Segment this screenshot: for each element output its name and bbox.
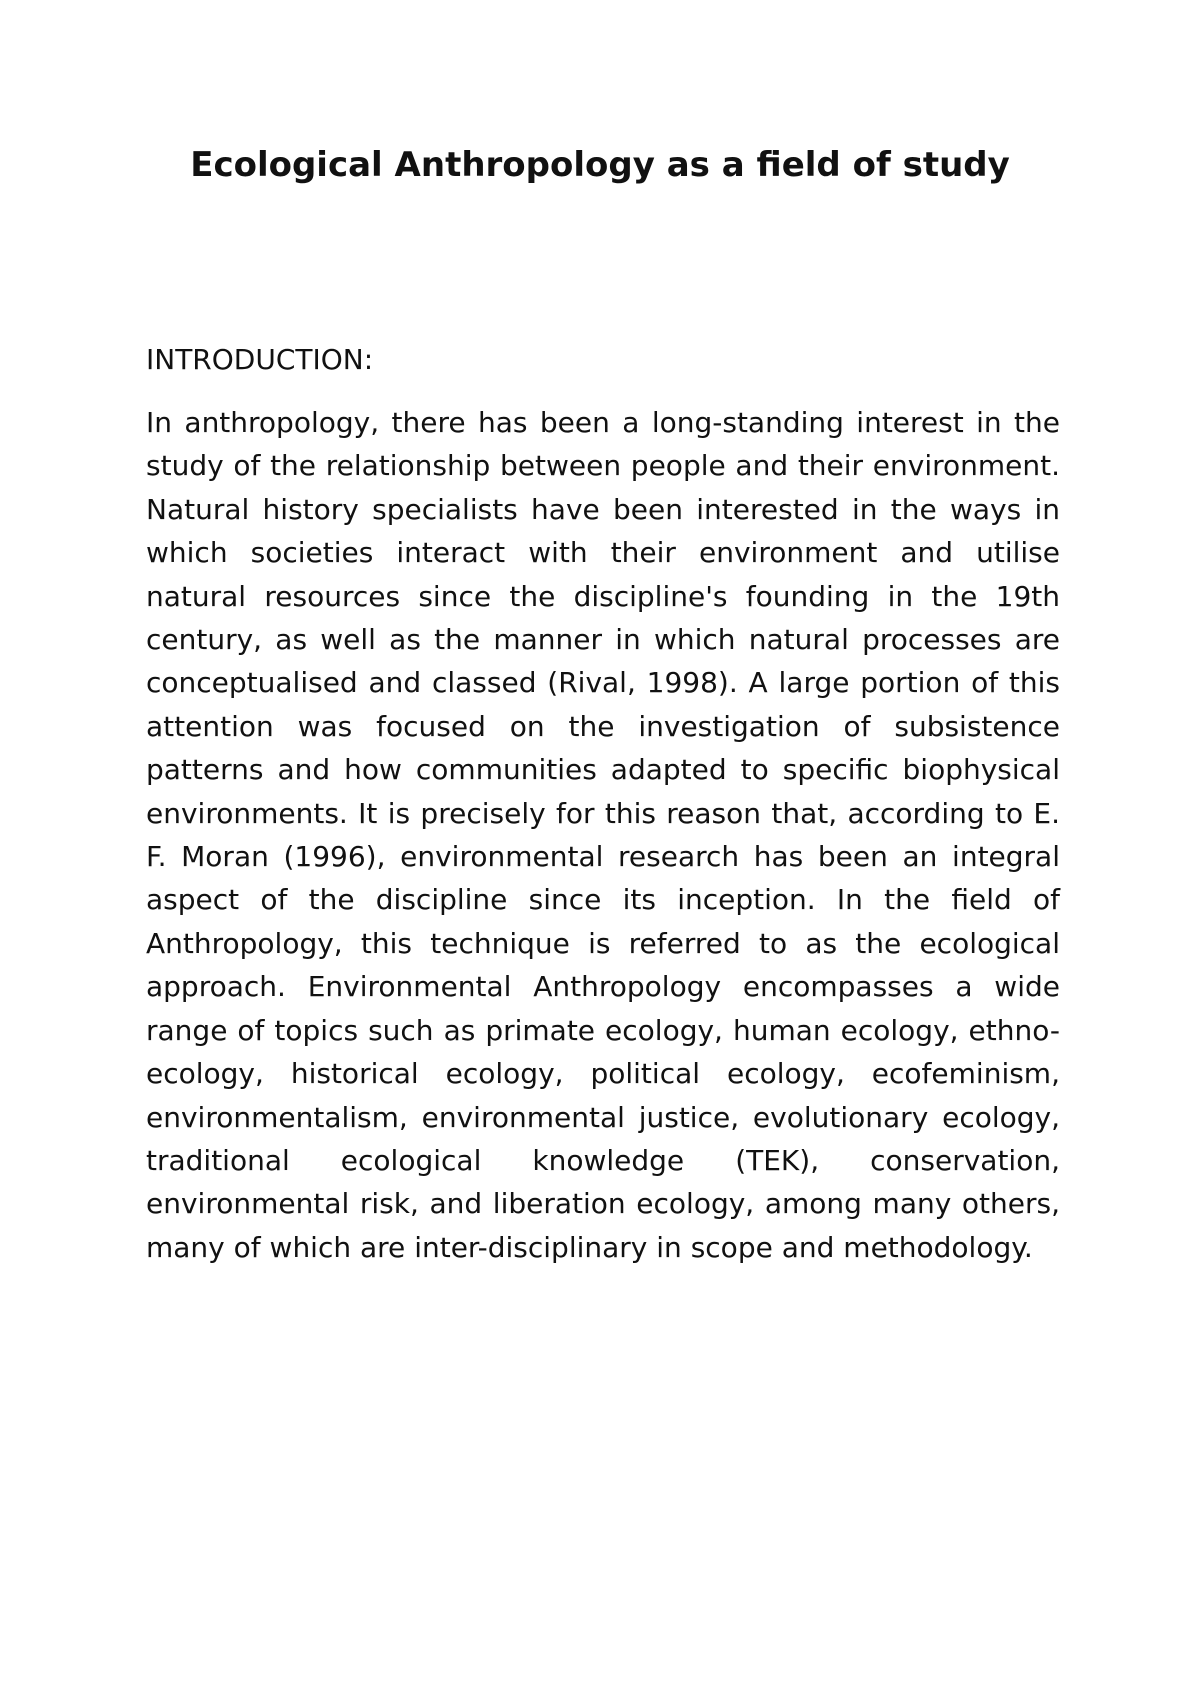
document-title: Ecological Anthropology as a field of study (190, 145, 1010, 185)
section-heading: INTRODUCTION: (146, 343, 374, 376)
body-paragraph: In anthropology, there has been a long-standing interest in the study of the relationship between people and their environment. Natural history specialists have been interested in the ways in which societies interact with their environment and utilise natural resources since the discipline's founding in the 19th century, as well as the manner in which natural processes are conceptualised and classed (Rival, 1998). A large portion of this attention was focused on the investigation of subsistence patterns and how communities adapted to specific biophysical environments. It is precisely for this reason that, according to E. F. Moran (1996), environmental research has been an integral aspect of the discipline since its inception. In the field of Anthropology, this technique is referred to as the ecological approach. Environmental Anthropology encompasses a wide range of topics such as primate ecology, human ecology, ethno-ecology, historical ecology, political ecology, ecofeminism, environmentalism, environmental justice, evolutionary ecology, traditional ecological knowledge (TEK), conservation, environmental risk, and liberation ecology, among many others, many of which are inter-disciplinary in scope and methodology. (146, 406, 1060, 1264)
